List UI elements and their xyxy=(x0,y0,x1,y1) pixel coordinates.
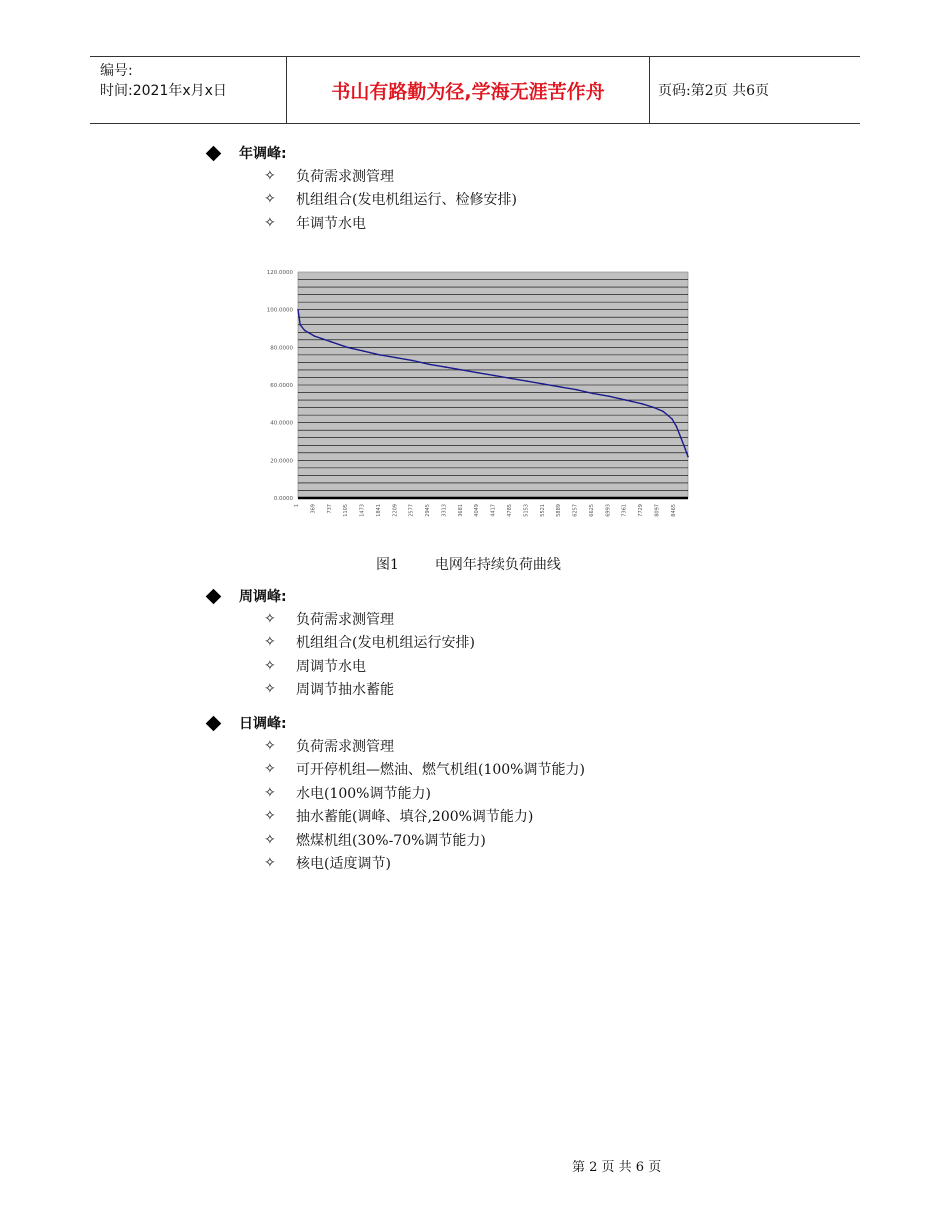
y-tick-label: 40.0000 xyxy=(270,420,293,427)
data-point xyxy=(412,360,414,362)
list-item: ✧ 机组组合(发电机组运行、检修安排) xyxy=(264,191,517,209)
x-tick-label: 1 xyxy=(294,504,300,508)
x-tick-label: 1473 xyxy=(359,504,366,517)
data-point xyxy=(299,324,301,326)
data-point xyxy=(314,335,316,337)
list-item: ✧ 负荷需求测管理 xyxy=(264,167,394,185)
data-point xyxy=(330,341,332,343)
data-point xyxy=(477,372,479,374)
section-title: 日调峰: xyxy=(239,716,287,732)
list-item: ✧ 可开停机组—燃油、燃气机组(100%调节能力) xyxy=(264,761,585,779)
x-tick-label: 5889 xyxy=(556,504,563,517)
data-point xyxy=(428,363,430,365)
data-point xyxy=(346,347,348,349)
x-tick-label: 8465 xyxy=(670,504,677,517)
x-tick-label: 2945 xyxy=(425,504,432,517)
list-item: ✧ 负荷需求测管理 xyxy=(264,610,394,628)
data-point xyxy=(396,357,398,359)
section-title: 年调峰: xyxy=(239,146,287,162)
x-tick-label: 1105 xyxy=(343,504,350,517)
x-tick-label: 5521 xyxy=(539,504,546,517)
y-tick-label: 0.0000 xyxy=(273,496,293,502)
data-point xyxy=(680,437,682,439)
data-point xyxy=(304,330,306,332)
page-footer: 第 2 页 共 6 页 xyxy=(572,1160,662,1175)
figure-caption-text: 电网年持续负荷曲线 xyxy=(434,557,561,573)
data-point xyxy=(543,383,545,385)
x-tick-label: 369 xyxy=(310,504,317,514)
data-point xyxy=(592,393,594,395)
header-meta xyxy=(90,57,286,123)
star-bullet-icon: ✧ xyxy=(264,657,276,674)
data-point xyxy=(297,309,299,311)
header-page-label: 页码:第2页 共6页 xyxy=(658,83,769,99)
list-item: ✧ 周调节抽水蓄能 xyxy=(264,681,394,699)
list-item: ✧ 核电(适度调节) xyxy=(264,855,391,873)
star-bullet-icon: ✧ xyxy=(264,634,276,651)
x-tick-label: 7361 xyxy=(621,504,628,517)
document-number-label: 编号: xyxy=(100,63,133,79)
data-point xyxy=(653,407,655,409)
x-tick-label: 7729 xyxy=(638,504,645,517)
section-weekly-peak xyxy=(206,585,475,701)
star-bullet-icon: ✧ xyxy=(264,610,276,627)
list-item: ✧ 负荷需求测管理 xyxy=(264,737,394,755)
figure-number: 图1 xyxy=(376,557,399,573)
diamond-bullet-icon xyxy=(206,588,222,604)
data-point xyxy=(676,426,678,428)
list-item: ✧ 周调节水电 xyxy=(264,657,366,675)
section-daily-peak xyxy=(206,712,585,875)
star-bullet-icon: ✧ xyxy=(264,214,276,231)
x-tick-label: 6993 xyxy=(605,504,612,517)
y-tick-label: 60.0000 xyxy=(270,383,293,389)
star-bullet-icon: ✧ xyxy=(264,737,276,754)
star-bullet-icon: ✧ xyxy=(264,191,276,208)
document-time-label: 时间:2021年x月x日 xyxy=(100,83,227,99)
list-item: ✧ 燃煤机组(30%-70%调节能力) xyxy=(264,831,486,849)
data-point xyxy=(527,380,529,382)
x-tick-label: 8097 xyxy=(654,504,661,517)
figure-caption xyxy=(376,554,561,574)
x-tick-label: 4049 xyxy=(474,504,481,517)
data-point xyxy=(559,386,561,388)
data-point xyxy=(461,369,463,371)
star-bullet-icon: ✧ xyxy=(264,831,276,848)
data-point xyxy=(625,399,627,401)
list-item: ✧ 水电(100%调节能力) xyxy=(264,784,431,802)
x-tick-label: 737 xyxy=(326,504,333,514)
x-tick-label: 3681 xyxy=(457,504,464,517)
list-item: ✧ 年调节水电 xyxy=(264,214,366,232)
data-point xyxy=(687,456,689,458)
diamond-bullet-icon xyxy=(206,145,222,161)
x-tick-label: 2209 xyxy=(392,504,399,517)
data-point xyxy=(363,350,365,352)
star-bullet-icon: ✧ xyxy=(264,784,276,801)
data-point xyxy=(510,378,512,380)
x-tick-label: 3313 xyxy=(441,504,448,517)
x-tick-label: 4785 xyxy=(507,504,514,517)
list-item: ✧ 抽水蓄能(调峰、填谷,200%调节能力) xyxy=(264,808,534,826)
load-duration-chart xyxy=(262,266,702,526)
x-tick-label: 6625 xyxy=(588,504,595,517)
x-tick-label: 6257 xyxy=(572,504,579,517)
data-point xyxy=(641,403,643,405)
list-item: ✧ 机组组合(发电机组运行安排) xyxy=(264,634,475,652)
y-tick-label: 80.0000 xyxy=(270,345,293,352)
section-title: 周调峰: xyxy=(239,589,287,605)
y-tick-label: 120.0000 xyxy=(266,270,293,276)
section-annual-peak xyxy=(206,142,517,235)
data-point xyxy=(662,411,664,413)
data-point xyxy=(576,389,578,391)
data-point xyxy=(379,354,381,356)
x-tick-label: 2577 xyxy=(408,504,415,517)
x-tick-label: 5153 xyxy=(523,504,530,517)
star-bullet-icon: ✧ xyxy=(264,761,276,778)
page-header xyxy=(90,56,860,124)
data-point xyxy=(445,366,447,368)
star-bullet-icon: ✧ xyxy=(264,681,276,698)
header-motto: 书山有路勤为径,学海无涯苦作舟 xyxy=(286,57,650,123)
data-point xyxy=(609,396,611,398)
data-point xyxy=(671,418,673,420)
star-bullet-icon: ✧ xyxy=(264,808,276,825)
data-point xyxy=(494,375,496,377)
y-tick-label: 100.0000 xyxy=(266,307,293,314)
x-tick-label: 1841 xyxy=(375,504,382,517)
x-tick-label: 4417 xyxy=(490,504,497,517)
star-bullet-icon: ✧ xyxy=(264,855,276,872)
diamond-bullet-icon xyxy=(206,715,222,731)
data-point xyxy=(685,448,687,450)
star-bullet-icon: ✧ xyxy=(264,167,276,184)
y-tick-label: 20.0000 xyxy=(270,458,293,465)
